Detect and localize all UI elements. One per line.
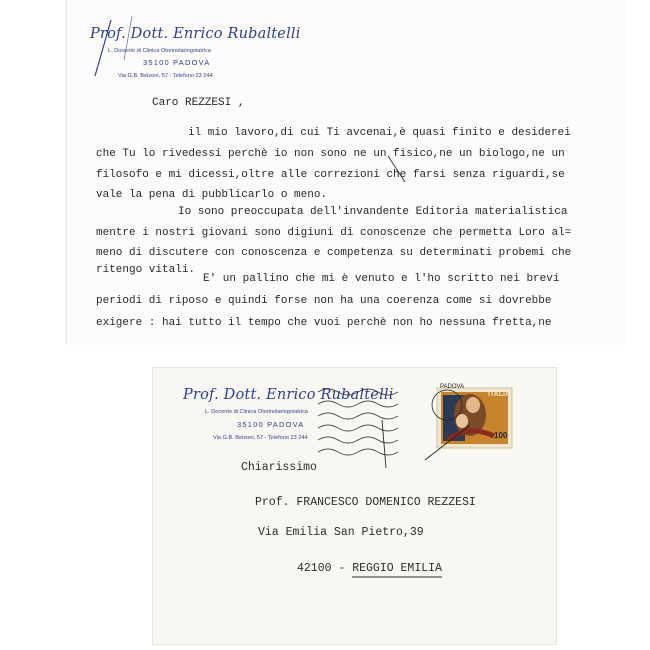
letter-line: mentre i nostri giovani sono digiuni di conoscenze che permetta Loro al= [96,227,572,239]
letter-line: vale la pena di pubblicarlo o meno. [96,189,328,201]
envelope-letterhead-address: Via G.B. Belzoni, 57 - Telefono 23 244 [213,435,308,441]
letter-line: il mio lavoro,di cui Ti avcenai,è quasi finito e desiderei [188,127,571,139]
letter-line: che Tu lo rivedessi perchè io non sono ne un fisico,ne un biologo,ne un [96,148,565,160]
letter-line: exigere : hai tutto il tempo che vuoi perchè non ho nessuna fretta,ne [96,317,552,329]
letterhead-city: 35100 PADOVA [143,58,211,67]
envelope-letterhead-name: Prof. Dott. Enrico Rubaltelli [183,387,394,403]
letter-line: periodi di riposo e quindi forse non ha una coerenza come si dovrebbe [96,295,552,307]
letterhead-name: Prof. Dott. Enrico Rubaltelli [90,26,301,42]
letter-line: E' un pallino che mi è venuto e l'ho scritto nei brevi [203,273,560,285]
recipient-greeting: Chiarissimo [241,461,317,474]
recipient-street: Via Emilia San Pietro,39 [258,526,424,539]
postmark-city: PADOVA [440,384,465,390]
letter-line: Io sono preoccupata dell'invandente Editoria materialistica [178,206,568,218]
letterhead-address: Via G.B. Belzoni, 57 - Telefono 23 244 [118,73,213,79]
stamp-country: ITALIA [488,391,511,398]
envelope-letterhead-city: 35100 PADOVA [237,420,305,429]
letter-salutation: Caro REZZESI , [152,97,245,109]
envelope-letterhead-position: L. Docente di Clinica Otorinolaringoiatrica [205,409,308,415]
recipient-city: 42100 - REGGIO EMILIA [297,562,442,575]
stamp-value: 100 [494,431,508,440]
letter-line: ritengo vitali. [96,264,196,276]
letter-line: filosofo e mi dicessi,oltre alle correzioni che farsi senza riguardi,se [96,169,565,181]
recipient-name: Prof. FRANCESCO DOMENICO REZZESI [255,496,476,509]
letter-line: meno di discutere con conoscenza e competenza su determinati probemi che [96,247,572,259]
letterhead-position: L. Docente di Clinica Otorinolaringoiatrica [108,48,211,54]
